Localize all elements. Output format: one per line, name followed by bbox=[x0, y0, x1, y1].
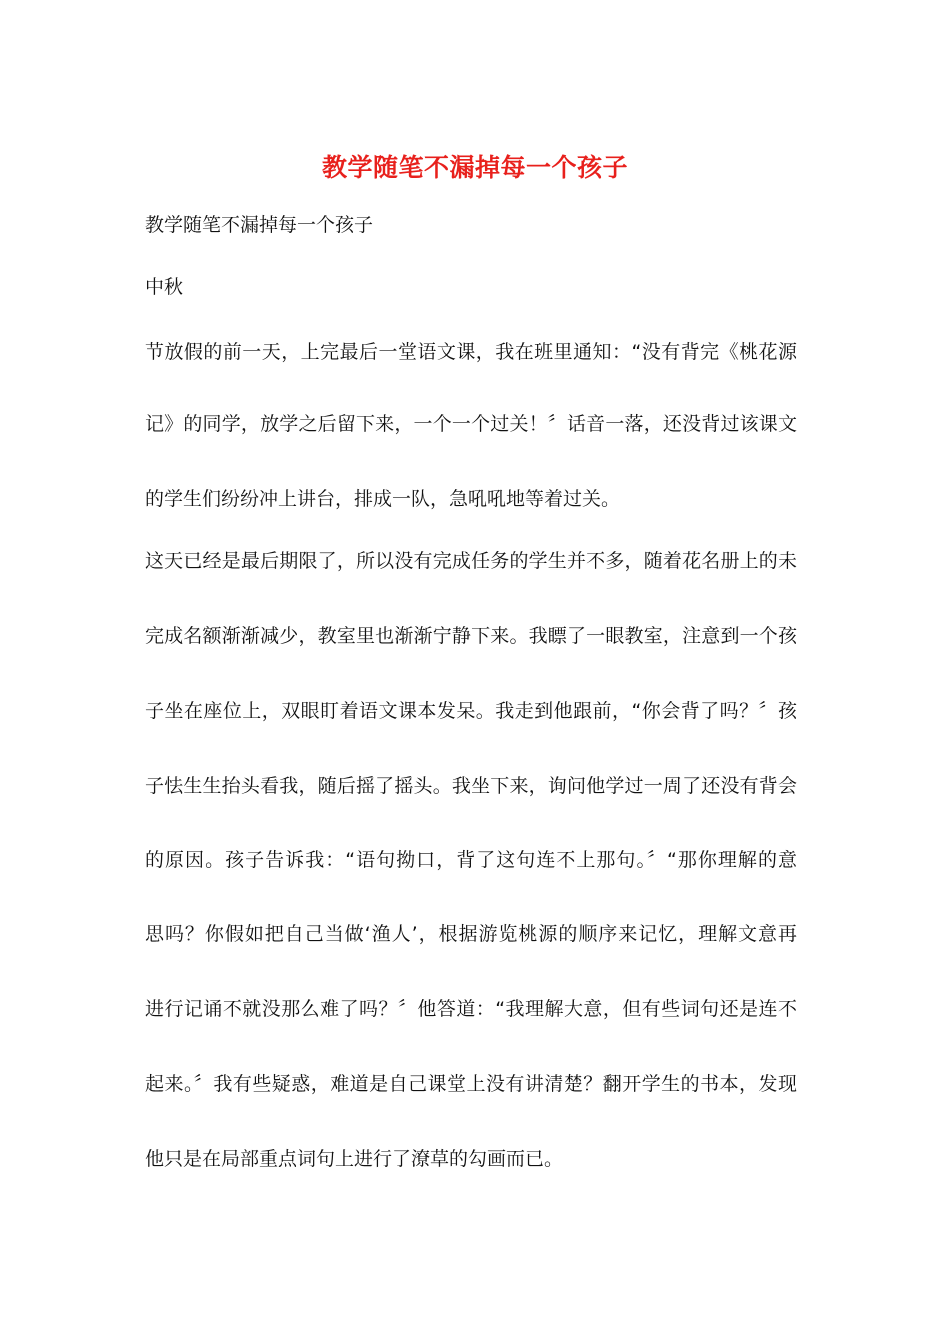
text-line: 思吗？你假如把自己当做‘渔人’，根据游览桃源的顺序来记忆，理解文意再 bbox=[145, 923, 797, 945]
text-line: 的原因。孩子告诉我：“语句拗口，背了这句连不上那句。〞“那你理解的意 bbox=[145, 849, 797, 871]
document-title: 教学随笔不漏掉每一个孩子 bbox=[321, 153, 628, 182]
text-line: 的学生们纷纷冲上讲台，排成一队，急吼吼地等着过关。 bbox=[145, 488, 621, 510]
text-line: 他只是在局部重点词句上进行了潦草的勾画而已。 bbox=[145, 1148, 564, 1170]
text-line: 起来。〞我有些疑惑，难道是自己课堂上没有讲清楚？翻开学生的书本，发现 bbox=[145, 1073, 797, 1095]
text-line: 这天已经是最后期限了，所以没有完成任务的学生并不多，随着花名册上的未 bbox=[145, 550, 797, 572]
text-line: 子怯生生抬头看我，随后摇了摇头。我坐下来，询问他学过一周了还没有背会 bbox=[145, 775, 797, 797]
text-line: 中秋 bbox=[145, 276, 184, 298]
text-line: 节放假的前一天，上完最后一堂语文课，我在班里通知：“没有背完《桃花源 bbox=[145, 341, 797, 363]
subtitle-line: 教学随笔不漏掉每一个孩子 bbox=[145, 214, 374, 236]
text-line: 记》的同学，放学之后留下来，一个一个过关！〞话音一落，还没背过该课文 bbox=[145, 413, 797, 435]
text-line: 进行记诵不就没那么难了吗？〞他答道：“我理解大意，但有些词句还是连不 bbox=[145, 998, 797, 1020]
text-line: 完成名额渐渐减少，教室里也渐渐宁静下来。我瞟了一眼教室，注意到一个孩 bbox=[145, 625, 797, 647]
text-line: 子坐在座位上，双眼盯着语文课本发呆。我走到他跟前，“你会背了吗？〞孩 bbox=[145, 700, 797, 722]
